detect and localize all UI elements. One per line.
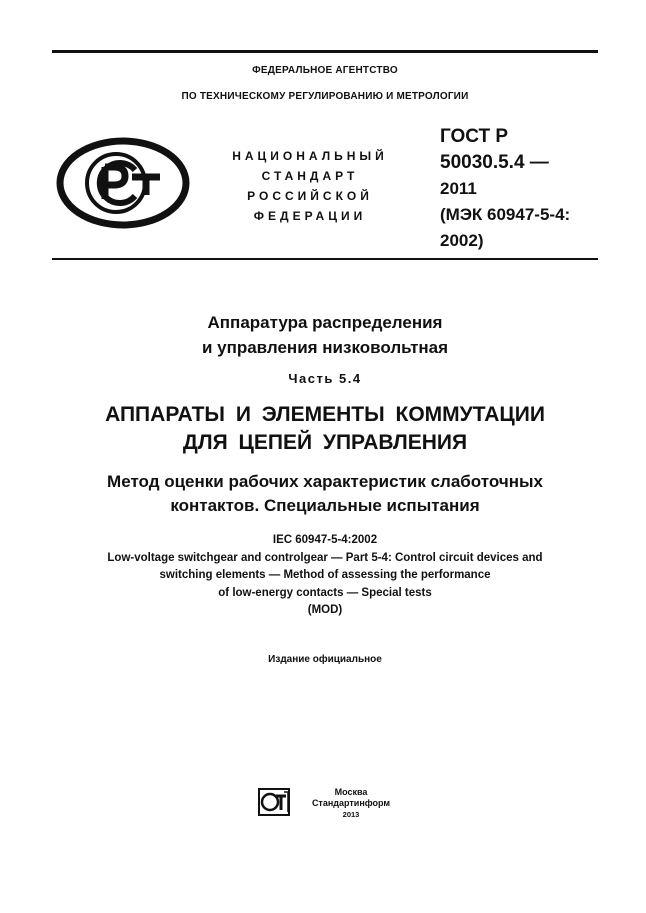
designation-line-1: ГОСТ Р <box>440 126 509 147</box>
middle-rule <box>52 258 598 260</box>
iec-line-5: (MOD) <box>307 604 343 616</box>
series-title-line-2: и управления низковольтная <box>201 338 449 357</box>
subtitle-line-2: контактов. Специальные испытания <box>170 496 480 515</box>
part-number: Часть 5.4 <box>288 371 362 386</box>
edition-label: Издание официальное <box>268 654 382 665</box>
iec-line-1: IEC 60947-5-4:2002 <box>272 534 378 546</box>
iec-line-4: of low-energy contacts — Special tests <box>218 586 432 599</box>
designation-line-3: 2011 <box>440 179 477 198</box>
title-line-2: ДЛЯ ЦЕПЕЙ УПРАВЛЕНИЯ <box>182 431 468 454</box>
designation-line-5: 2002) <box>440 231 484 250</box>
national-standard-label <box>204 146 416 226</box>
national-standard-line-3: РОССИЙСКОЙ <box>247 189 373 203</box>
national-standard-line-4: ФЕДЕРАЦИИ <box>253 209 367 223</box>
national-standard-line-1: НАЦИОНАЛЬНЫЙ <box>232 149 388 163</box>
designation-line-4: (МЭК 60947-5-4: <box>440 205 571 224</box>
agency-line-1: ФЕДЕРАЛЬНОЕ АГЕНТСТВО <box>252 65 398 76</box>
national-standard-line-2: СТАНДАРТ <box>261 169 359 183</box>
publisher-city: Москва <box>334 787 368 797</box>
title-line-1: АППАРАТЫ И ЭЛЕМЕНТЫ КОММУТАЦИИ <box>105 403 545 426</box>
designation-line-2: 50030.5.4 — <box>440 152 549 173</box>
document-title <box>32 401 618 457</box>
subtitle-line-1: Метод оценки рабочих характеристик слаботочных <box>107 472 543 491</box>
standartinform-logo-icon <box>258 788 290 816</box>
rst-certification-logo-icon <box>56 137 190 229</box>
publication-year: 2013 <box>342 810 360 819</box>
standard-designation <box>440 124 615 254</box>
series-title-line-1: Аппаратура распределения <box>207 313 443 332</box>
top-rule <box>52 50 598 53</box>
agency-line-2: ПО ТЕХНИЧЕСКОМУ РЕГУЛИРОВАНИЮ И МЕТРОЛОГИИ <box>181 91 469 102</box>
document-subtitle <box>32 470 618 518</box>
publisher-name: Стандартинформ <box>311 798 391 808</box>
iec-line-2: Low-voltage switchgear and controlgear — Part 5-4: Control circuit devices and <box>107 551 543 564</box>
iec-line-3: switching elements — Method of assessing the performance <box>159 569 491 581</box>
publisher-imprint <box>306 787 396 820</box>
iec-reference <box>32 532 618 620</box>
